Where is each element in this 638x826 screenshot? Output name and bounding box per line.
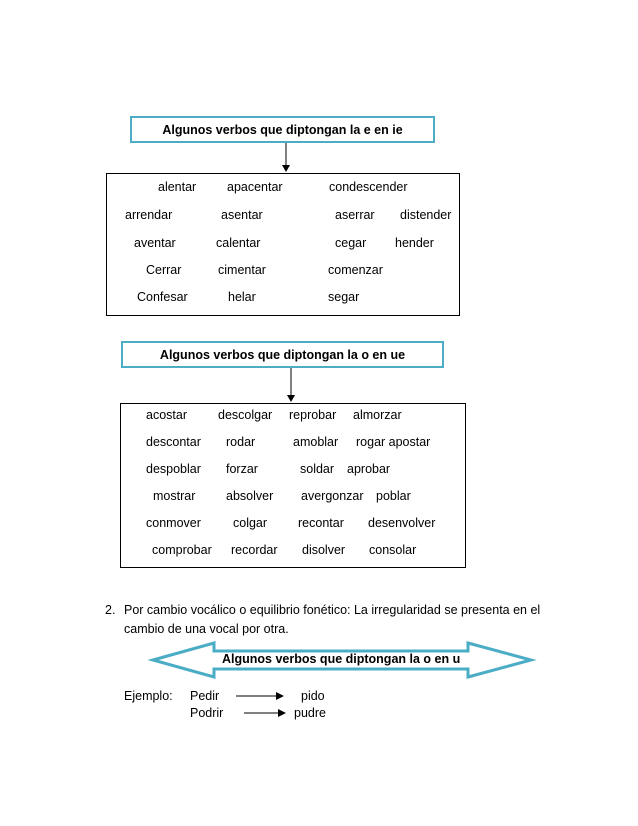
verb: aserrar xyxy=(335,208,375,222)
verb: desenvolver xyxy=(368,516,436,530)
banner-label: Algunos verbos que diptongan la o en u xyxy=(222,652,461,666)
arrow-right-icon xyxy=(244,708,288,718)
verb: descontar xyxy=(146,435,201,449)
verb: cimentar xyxy=(218,263,266,277)
example-to: pido xyxy=(301,689,325,703)
verb: condescender xyxy=(329,180,408,194)
verb: recordar xyxy=(231,543,278,557)
example-from: Podrir xyxy=(190,706,224,720)
example-to: pudre xyxy=(294,706,326,720)
verb: acostar xyxy=(146,408,187,422)
verb: poblar xyxy=(376,489,411,503)
verb: aventar xyxy=(134,236,176,250)
verb: calentar xyxy=(216,236,261,250)
verb: segar xyxy=(328,290,360,304)
verb: rogar apostar xyxy=(356,435,431,449)
verb: Cerrar xyxy=(146,263,182,277)
verb: comprobar xyxy=(152,543,212,557)
heading-o-ue: Algunos verbos que diptongan la o en ue xyxy=(159,348,406,362)
verb: arrendar xyxy=(125,208,173,222)
verb: despoblar xyxy=(146,462,201,476)
verb: disolver xyxy=(302,543,346,557)
verb: recontar xyxy=(298,516,344,530)
verb: aprobar xyxy=(347,462,391,476)
verb: soldar xyxy=(300,462,335,476)
verb: distender xyxy=(400,208,452,222)
verb: mostrar xyxy=(153,489,196,503)
arrow-right-icon xyxy=(236,691,286,701)
heading-e-ie-box xyxy=(130,116,435,143)
heading-o-ue-box xyxy=(121,341,444,368)
verb: asentar xyxy=(221,208,263,222)
verbs-e-ie-box xyxy=(106,173,460,316)
verbs-o-ue-box xyxy=(120,403,466,568)
example-from: Pedir xyxy=(190,689,220,703)
verb: reprobar xyxy=(289,408,337,422)
verb: descolgar xyxy=(218,408,273,422)
verb: apacentar xyxy=(227,180,283,194)
verb: absolver xyxy=(226,489,274,503)
example-label: Ejemplo: xyxy=(124,689,173,703)
verb: avergonzar xyxy=(301,489,364,503)
verb: Confesar xyxy=(137,290,188,304)
arrow-down-icon xyxy=(285,368,297,403)
verb: consolar xyxy=(369,543,417,557)
paragraph-line: cambio de una vocal por otra. xyxy=(124,622,289,636)
verb: conmover xyxy=(146,516,201,530)
verb: comenzar xyxy=(328,263,383,277)
heading-e-ie: Algunos verbos que diptongan la e en ie xyxy=(162,123,403,137)
verb: colgar xyxy=(233,516,268,530)
verb: cegar xyxy=(335,236,367,250)
list-number: 2. xyxy=(105,603,116,617)
verb: alentar xyxy=(158,180,197,194)
verb: amoblar xyxy=(293,435,339,449)
verb: almorzar xyxy=(353,408,402,422)
verb: hender xyxy=(395,236,434,250)
verb: helar xyxy=(228,290,256,304)
verb: rodar xyxy=(226,435,256,449)
paragraph-line: Por cambio vocálico o equilibrio fonético: La irregularidad se presenta en el xyxy=(124,603,541,617)
arrow-down-icon xyxy=(280,143,292,173)
verb: forzar xyxy=(226,462,258,476)
